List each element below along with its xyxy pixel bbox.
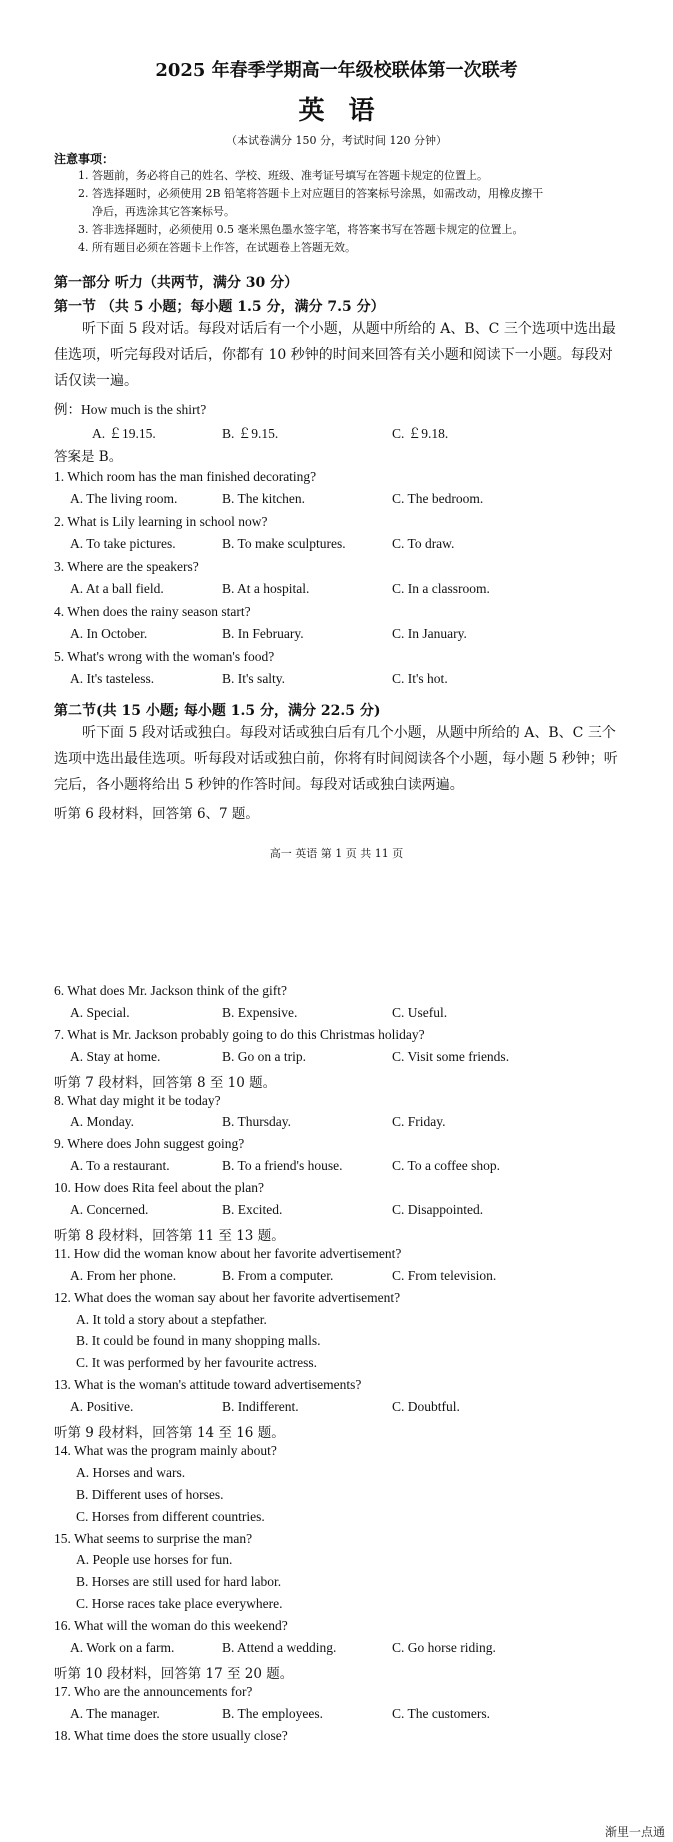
section1-title: 第一节 （共 5 小题；每小题 1.5 分，满分 7.5 分） xyxy=(54,299,385,315)
answer-option: A. Work on a farm. xyxy=(70,1640,175,1655)
answer-option: C. Visit some friends. xyxy=(392,1048,510,1064)
answer-option: A. The manager. xyxy=(70,1705,160,1721)
question: 12. What does the woman say about her favorite advertisement? xyxy=(54,1289,401,1305)
answer-option: C. From television. xyxy=(392,1267,497,1283)
question: 15. What seems to surprise the man? xyxy=(54,1530,253,1546)
question-4: 4. When does the rainy season start? xyxy=(54,604,251,619)
answer-option: A. Special. xyxy=(70,1004,130,1020)
exam-page-2 xyxy=(0,965,673,1842)
question-3-option-a: A. At a ball field. xyxy=(70,581,164,596)
answer-option: C. Horse races take place everywhere. xyxy=(76,1596,283,1612)
answer-option: C. It was performed by her favourite actress. xyxy=(76,1355,318,1371)
question-4-option-b: B. In February. xyxy=(222,626,304,641)
answer-option: B. Indifferent. xyxy=(222,1399,299,1415)
question-2-option-b: B. To make sculptures. xyxy=(222,536,346,551)
question: 18. What time does the store usually close? xyxy=(54,1727,288,1743)
answer-option: C. Friday. xyxy=(392,1114,446,1130)
answer-option: A. Concerned. xyxy=(70,1202,149,1217)
answer-option: B. The employees. xyxy=(222,1705,323,1721)
answer-option: B. From a computer. xyxy=(222,1267,334,1283)
question-5-option-c: C. It's hot. xyxy=(392,671,448,686)
page-footer: 高一 英语 第 1 页 共 11 页 xyxy=(269,847,404,860)
question-3-option-b: B. At a hospital. xyxy=(222,581,310,596)
question-1-option-a: A. The living room. xyxy=(70,491,178,506)
question: 7. What is Mr. Jackson probably going to do this Christmas holiday? xyxy=(54,1026,425,1042)
answer-option: B. Different uses of horses. xyxy=(76,1486,224,1502)
question-2-option-a: A. To take pictures. xyxy=(70,536,176,551)
answer-option: B. Attend a wedding. xyxy=(222,1640,337,1655)
answer-option: B. Horses are still used for hard labor. xyxy=(76,1574,282,1590)
question-1: 1. Which room has the man finished decorating? xyxy=(54,469,317,484)
question-3: 3. Where are the speakers? xyxy=(54,559,199,574)
question: 13. What is the woman's attitude toward advertisements? xyxy=(54,1377,362,1393)
material-heading: 听第 8 段材料，回答第 11 至 13 题。 xyxy=(54,1227,285,1244)
answer-option: C. The customers. xyxy=(392,1705,490,1721)
section2-instructions xyxy=(54,720,619,798)
material-heading: 听第 7 段材料，回答第 8 至 10 题。 xyxy=(54,1074,277,1091)
note-item: 1. 答题前，务必将自己的姓名、学校、班级、准考证号填写在答题卡规定的位置上。 xyxy=(78,169,488,182)
answer-option: B. To a friend's house. xyxy=(222,1158,343,1174)
answer-option: A. Horses and wars. xyxy=(76,1464,186,1480)
answer-option: A. People use horses for fun. xyxy=(76,1552,233,1568)
exam-page-1 xyxy=(0,0,673,900)
question: 9. Where does John suggest going? xyxy=(54,1136,245,1152)
answer-option: A. From her phone. xyxy=(70,1267,177,1283)
notes-title: 注意事项： xyxy=(54,152,115,166)
example-answer: 答案是 B。 xyxy=(54,449,123,465)
answer-option: B. Excited. xyxy=(222,1202,283,1217)
question-4-option-c: C. In January. xyxy=(392,626,467,641)
answer-option: A. Positive. xyxy=(70,1399,134,1415)
question: 17. Who are the announcements for? xyxy=(54,1683,253,1699)
note-item: 2. 答选择题时，必须使用 2B 铅笔将答题卡上对应题目的答案标号涂黑，如需改动，用橡皮擦干 xyxy=(78,187,544,200)
note-item: 3. 答非选择题时，必须使用 0.5 毫米黑色墨水签字笔，将答案书写在答题卡规定的位置上。 xyxy=(78,223,524,236)
question-4-option-a: A. In October. xyxy=(70,626,148,641)
answer-option: C. Go horse riding. xyxy=(392,1640,496,1655)
example-option-b: B. ￡9.15. xyxy=(222,426,279,441)
question-2: 2. What is Lily learning in school now? xyxy=(54,514,268,529)
answer-option: C. To a coffee shop. xyxy=(392,1158,501,1174)
answer-option: B. Thursday. xyxy=(222,1114,291,1130)
answer-option: B. Expensive. xyxy=(222,1004,298,1020)
answer-option: B. It could be found in many shopping malls. xyxy=(76,1333,321,1349)
question-5: 5. What's wrong with the woman's food? xyxy=(54,649,275,664)
question-5-option-a: A. It's tasteless. xyxy=(70,671,155,686)
note-item: 净后，再选涂其它答案标号。 xyxy=(92,205,235,218)
answer-option: A. To a restaurant. xyxy=(70,1158,170,1174)
answer-option: A. Stay at home. xyxy=(70,1048,161,1064)
question-2-option-c: C. To draw. xyxy=(392,536,455,551)
example-question: 例：How much is the shirt? xyxy=(54,402,207,417)
question: 16. What will the woman do this weekend? xyxy=(54,1618,288,1634)
question-5-option-b: B. It's salty. xyxy=(222,671,286,686)
answer-option: C. Useful. xyxy=(392,1004,448,1020)
section1-instructions-text: 听下面 5 段对话。每段对话后有一个小题，从题中所给的 A、B、C 三个选项中选出最佳选项，听完每段对话后，你都有 10 秒钟的时间来回答有关小题和阅读下一小题。每段对话仅读一遍。 xyxy=(54,321,616,389)
answer-option: A. It told a story about a stepfather. xyxy=(76,1311,267,1327)
example-option-a: A. ￡19.15. xyxy=(92,426,156,441)
material-heading: 听第 9 段材料，回答第 14 至 16 题。 xyxy=(54,1425,285,1441)
question-1-option-c: C. The bedroom. xyxy=(392,491,484,506)
question: 8. What day might it be today? xyxy=(54,1092,221,1108)
question: 6. What does Mr. Jackson think of the gift? xyxy=(54,983,287,998)
example-option-c: C. ￡9.18. xyxy=(392,426,449,441)
material-heading: 听第 10 段材料，回答第 17 至 20 题。 xyxy=(54,1665,294,1682)
exam-title: 2025 年春季学期高一年级校联体第一次联考 xyxy=(155,60,518,81)
subject-title: 英语 xyxy=(298,96,399,126)
section2-title: 第二节(共 15 小题; 每小题 1.5 分，满分 22.5 分) xyxy=(54,703,381,719)
note-item: 4. 所有题目必须在答题卡上作答，在试题卷上答题无效。 xyxy=(78,241,356,254)
watermark: 渐里一点通 xyxy=(604,1825,665,1839)
question: 14. What was the program mainly about? xyxy=(54,1442,277,1458)
answer-option: C. Horses from different countries. xyxy=(76,1508,265,1524)
exam-info: （本试卷满分 150 分，考试时间 120 分钟） xyxy=(226,134,447,147)
answer-option: C. Doubtful. xyxy=(392,1399,460,1415)
question-1-option-b: B. The kitchen. xyxy=(222,491,305,506)
answer-option: A. Monday. xyxy=(70,1114,134,1130)
answer-option: B. Go on a trip. xyxy=(222,1048,306,1064)
question: 10. How does Rita feel about the plan? xyxy=(54,1180,264,1196)
section1-instructions xyxy=(54,316,619,394)
material-heading: 听第 6 段材料，回答第 6、7 题。 xyxy=(54,806,259,822)
answer-option: C. Disappointed. xyxy=(392,1202,484,1217)
question-3-option-c: C. In a classroom. xyxy=(392,581,490,596)
part1-title: 第一部分 听力（共两节，满分 30 分） xyxy=(54,275,299,291)
section2-instructions-text: 听下面 5 段对话或独白。每段对话或独白后有几个小题，从题中所给的 A、B、C 三个选项中选出最佳选项。听每段对话或独白前，你将有时间阅读各个小题，每小题 5 秒钟；听完后，各小题将给出 5 秒钟的作答时间。每段对话或独白读两遍。 xyxy=(54,725,618,793)
question: 11. How did the woman know about her favorite advertisement? xyxy=(54,1245,402,1261)
